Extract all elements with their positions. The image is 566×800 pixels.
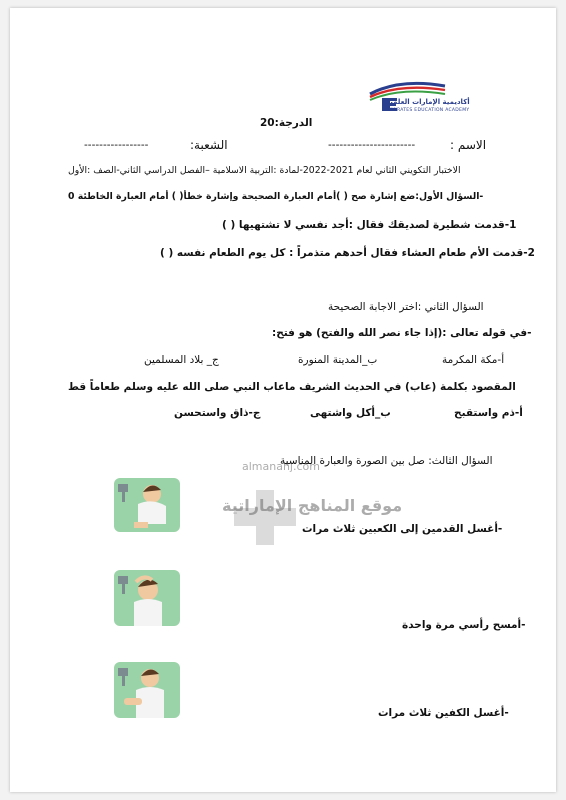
exam-title: الاختبار التكويني الثاني لعام 2021-2022-لمادة :التربية الاسلامية –الفصل الدراسي الثاني-الصف :الأول: [68, 165, 461, 176]
section-line: -----------------: [84, 139, 149, 151]
q2-item2-question: المقصود بكلمة (عاب) في الحديث الشريف ماعاب النبي صلى الله عليه وسلم طعاماً قط: [68, 381, 516, 393]
q2-item2-option-c: ج-ذاق واستحسن: [174, 407, 261, 419]
wudu-picture-washing-hands: [114, 662, 180, 718]
section-label: الشعبة:: [190, 138, 228, 152]
q2-item1-option-c: ج_ بلاد المسلمين: [144, 354, 219, 366]
watermark-name: موقع المناهج الإماراتية: [222, 496, 403, 515]
wudu-picture-wiping-head: [114, 570, 180, 626]
q2-item1-question: -في قوله تعالى :(إذا جاء نصر الله والفتح) هو فتح:: [272, 327, 532, 339]
q2-item2-option-b: ب_أكل واشتهى: [310, 407, 391, 419]
worksheet-page: [10, 8, 556, 792]
q2-item1-option-a: أ-مكة المكرمة: [442, 354, 505, 366]
q1-item-2: 2-قدمت الأم طعام العشاء فقال أحدهم متذمراً : كل يوم الطعام نفسه ( ): [160, 247, 535, 259]
name-line: -----------------------: [328, 139, 416, 151]
q3-item-1: -أغسل القدمين إلى الكعبين ثلاث مرات: [302, 523, 503, 535]
watermark-url: almanahj.com: [242, 460, 320, 473]
q2-title: السؤال الثاني :اختر الاجابة الصحيحة: [328, 301, 484, 313]
q2-item2-option-a: أ-ذم واستقبح: [454, 407, 523, 419]
q3-item-3: -أغسل الكفين ثلاث مرات: [378, 707, 509, 719]
grade-label: الدرجة:20: [260, 117, 313, 129]
wudu-picture-washing-feet: [114, 478, 180, 532]
logo-arabic-name: أكاديمية الإمارات العلمية: [386, 98, 470, 106]
q3-title: السؤال الثالث: صل بين الصورة والعبارة المناسبة: [280, 455, 493, 467]
q1-item-1: 1-قدمت شطيرة لصديقك فقال :أجد نفسي لا تشتهيها ( ): [222, 219, 517, 231]
q3-item-2: -أمسح رأسي مرة واحدة: [402, 619, 526, 631]
name-label: الاسم :: [450, 138, 487, 152]
q1-instruction: -السؤال الأول:ضع إشارة صح ( )أمام العبارة الصحيحة وإشارة خطأ( ) أمام العبارة الخاطئة 0: [68, 191, 484, 202]
logo-english-name: EMIRATES EDUCATION ACADEMY: [388, 108, 470, 113]
q2-item1-option-b: ب_المدينة المنورة: [298, 354, 378, 366]
